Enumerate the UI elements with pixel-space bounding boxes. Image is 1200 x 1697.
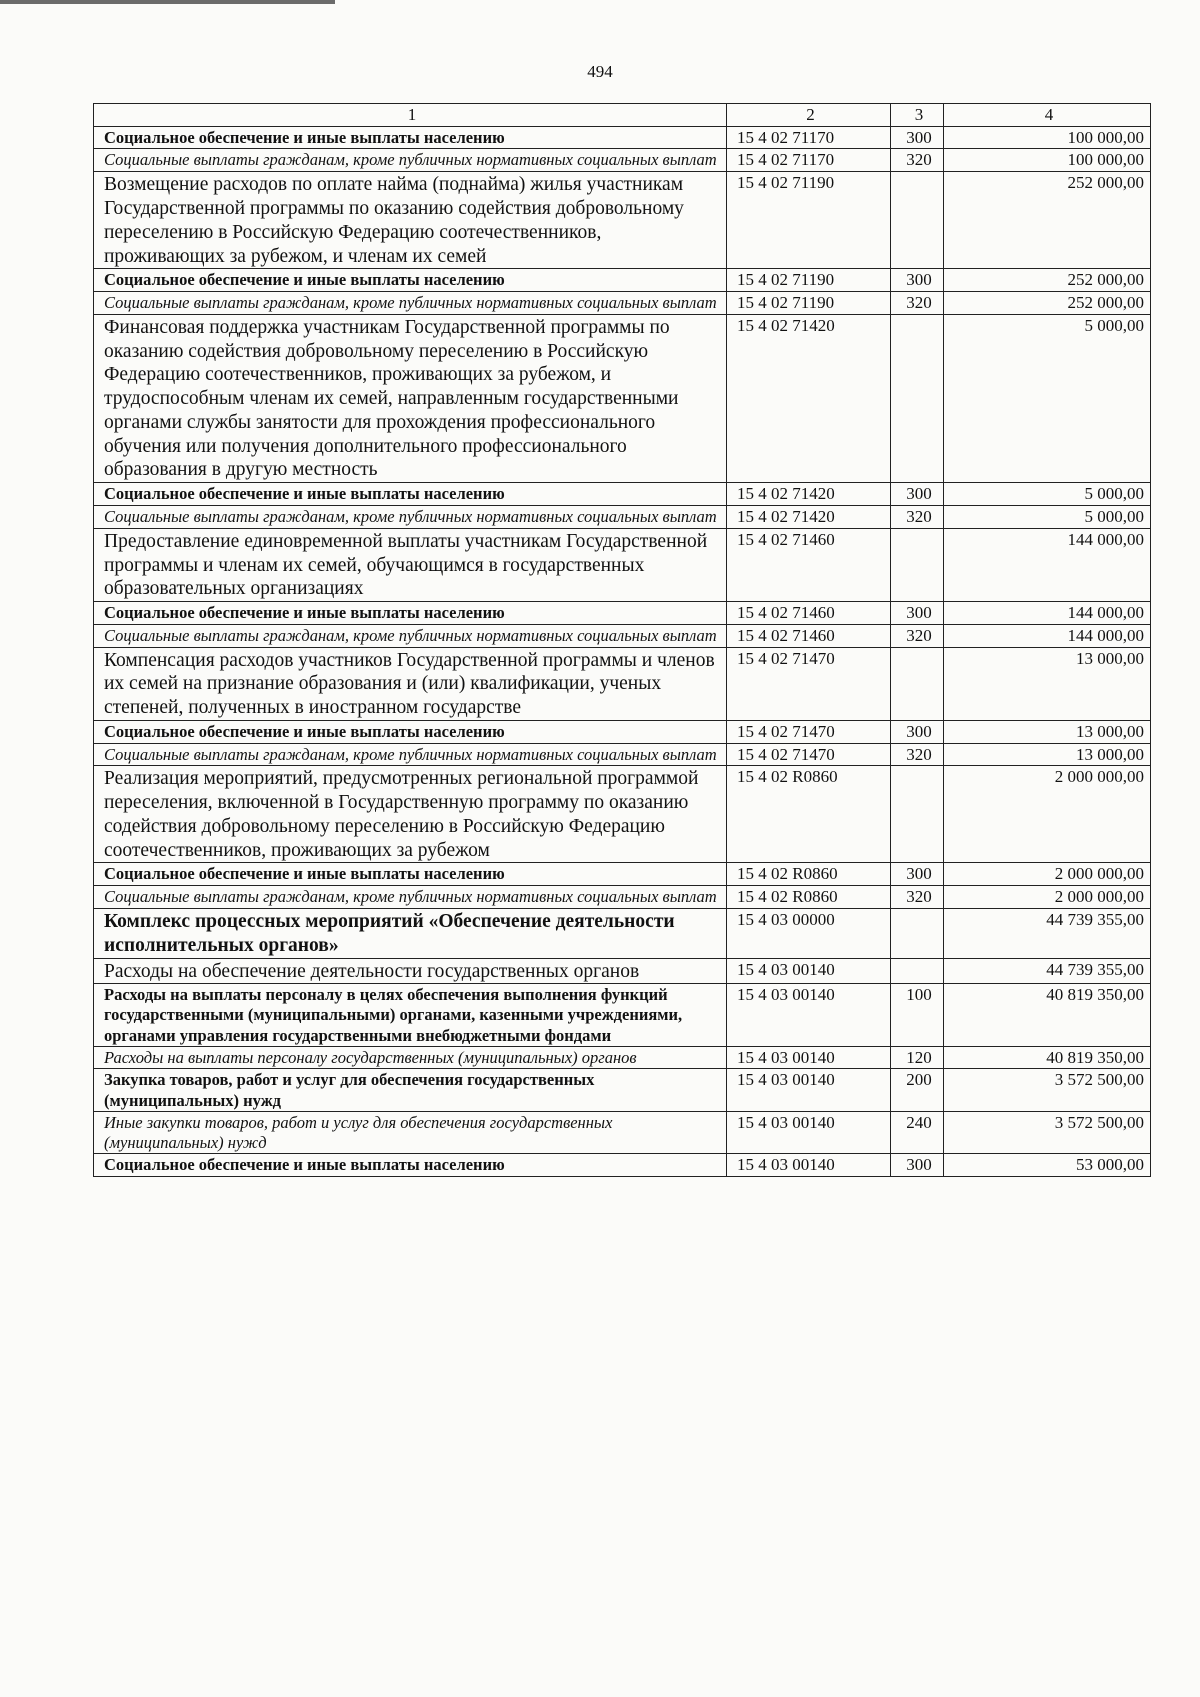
table-row (94, 1069, 1151, 1111)
page-number: 494 (587, 62, 613, 81)
row-type: 300 (891, 720, 944, 743)
row-name: Социальные выплаты гражданам, кроме публичных нормативных социальных выплат (94, 743, 727, 766)
table-row (94, 766, 1151, 863)
row-code: 15 4 03 00000 (727, 908, 891, 958)
row-name: Иные закупки товаров, работ и услуг для обеспечения государственных (муниципальных) нужд (94, 1111, 727, 1153)
table-row (94, 624, 1151, 647)
scan-top-edge (0, 0, 335, 4)
table-row (94, 908, 1151, 958)
row-type: 320 (891, 624, 944, 647)
table-row (94, 149, 1151, 172)
row-amount: 252 000,00 (944, 172, 1151, 269)
row-code: 15 4 02 R0860 (727, 766, 891, 863)
row-code: 15 4 02 71470 (727, 720, 891, 743)
row-amount: 100 000,00 (944, 126, 1151, 149)
header-col-3: 3 (891, 104, 944, 127)
row-amount: 252 000,00 (944, 292, 1151, 315)
row-code: 15 4 02 71460 (727, 602, 891, 625)
table-row (94, 269, 1151, 292)
row-name: Реализация мероприятий, предусмотренных региональной программой переселения, включенной в Государственную программу по оказанию содействия добровольному переселению в Российскую Федерацию соотечественников, проживающих за рубежом (94, 766, 727, 863)
row-amount: 5 000,00 (944, 506, 1151, 529)
row-code: 15 4 02 71460 (727, 528, 891, 601)
row-code: 15 4 02 R0860 (727, 886, 891, 909)
table-row (94, 958, 1151, 984)
row-name: Предоставление единовременной выплаты участникам Государственной программы и членам их семей, обучающимся в государственных образовательных организациях (94, 528, 727, 601)
row-name: Социальные выплаты гражданам, кроме публичных нормативных социальных выплат (94, 886, 727, 909)
row-amount: 144 000,00 (944, 602, 1151, 625)
row-type: 320 (891, 292, 944, 315)
row-name: Расходы на выплаты персоналу государственных (муниципальных) органов (94, 1046, 727, 1069)
row-amount: 13 000,00 (944, 743, 1151, 766)
row-amount: 13 000,00 (944, 720, 1151, 743)
row-amount: 5 000,00 (944, 483, 1151, 506)
table-row (94, 292, 1151, 315)
row-amount: 40 819 350,00 (944, 984, 1151, 1046)
row-name: Социальные выплаты гражданам, кроме публичных нормативных социальных выплат (94, 506, 727, 529)
row-type: 120 (891, 1046, 944, 1069)
row-code: 15 4 02 71190 (727, 172, 891, 269)
row-name: Социальное обеспечение и иные выплаты населению (94, 1153, 727, 1176)
header-col-4: 4 (944, 104, 1151, 127)
row-code: 15 4 02 71170 (727, 149, 891, 172)
row-code: 15 4 02 71190 (727, 292, 891, 315)
row-name: Социальные выплаты гражданам, кроме публичных нормативных социальных выплат (94, 624, 727, 647)
row-type: 300 (891, 602, 944, 625)
row-amount: 3 572 500,00 (944, 1069, 1151, 1111)
row-name: Социальное обеспечение и иные выплаты населению (94, 269, 727, 292)
budget-table (93, 103, 1151, 1177)
row-code: 15 4 02 71420 (727, 483, 891, 506)
row-name: Комплекс процессных мероприятий «Обеспечение деятельности исполнительных органов» (94, 908, 727, 958)
row-code: 15 4 03 00140 (727, 1069, 891, 1111)
table-row (94, 1046, 1151, 1069)
row-name: Расходы на обеспечение деятельности государственных органов (94, 958, 727, 984)
table-row (94, 528, 1151, 601)
table-header-row (94, 104, 1151, 127)
row-type: 300 (891, 483, 944, 506)
table-row (94, 743, 1151, 766)
row-type: 300 (891, 863, 944, 886)
row-amount: 44 739 355,00 (944, 908, 1151, 958)
row-name: Компенсация расходов участников Государственной программы и членов их семей на признание образования и (или) квалификации, ученых степеней, полученных в иностранном государстве (94, 647, 727, 720)
row-type: 240 (891, 1111, 944, 1153)
row-amount: 2 000 000,00 (944, 766, 1151, 863)
row-name: Закупка товаров, работ и услуг для обеспечения государственных (муниципальных) нужд (94, 1069, 727, 1111)
table-row (94, 126, 1151, 149)
row-name: Социальные выплаты гражданам, кроме публичных нормативных социальных выплат (94, 149, 727, 172)
row-type (891, 908, 944, 958)
row-name: Расходы на выплаты персоналу в целях обеспечения выполнения функций государственными (муниципальными) органами, казенными учреждениями, органами управления государственными внебюджетными фондами (94, 984, 727, 1046)
row-code: 15 4 02 71470 (727, 743, 891, 766)
row-amount: 144 000,00 (944, 624, 1151, 647)
row-name: Социальное обеспечение и иные выплаты населению (94, 863, 727, 886)
table-row (94, 863, 1151, 886)
row-code: 15 4 02 71170 (727, 126, 891, 149)
row-type: 100 (891, 984, 944, 1046)
table-row (94, 886, 1151, 909)
table-row (94, 483, 1151, 506)
row-type: 320 (891, 149, 944, 172)
table-row (94, 506, 1151, 529)
row-code: 15 4 02 71420 (727, 314, 891, 482)
row-type (891, 766, 944, 863)
row-amount: 40 819 350,00 (944, 1046, 1151, 1069)
row-name: Социальное обеспечение и иные выплаты населению (94, 483, 727, 506)
row-code: 15 4 02 71190 (727, 269, 891, 292)
row-amount: 5 000,00 (944, 314, 1151, 482)
row-type (891, 528, 944, 601)
row-code: 15 4 03 00140 (727, 958, 891, 984)
row-code: 15 4 03 00140 (727, 1046, 891, 1069)
table-row (94, 720, 1151, 743)
table-row (94, 1153, 1151, 1176)
row-code: 15 4 02 71470 (727, 647, 891, 720)
row-name: Социальные выплаты гражданам, кроме публичных нормативных социальных выплат (94, 292, 727, 315)
row-amount: 13 000,00 (944, 647, 1151, 720)
row-amount: 144 000,00 (944, 528, 1151, 601)
row-amount: 2 000 000,00 (944, 886, 1151, 909)
row-amount: 3 572 500,00 (944, 1111, 1151, 1153)
row-type (891, 314, 944, 482)
row-type: 300 (891, 1153, 944, 1176)
row-name: Социальное обеспечение и иные выплаты населению (94, 126, 727, 149)
row-name: Финансовая поддержка участникам Государственной программы по оказанию содействия добровольному переселению в Российскую Федерацию соотечественников, проживающих за рубежом, и трудоспособным членам их семей, направленным государственными органами службы занятости для прохождения профессионального обучения или получения дополнительного профессионального образования в другую местность (94, 314, 727, 482)
header-col-1: 1 (94, 104, 727, 127)
row-code: 15 4 03 00140 (727, 1111, 891, 1153)
row-code: 15 4 03 00140 (727, 1153, 891, 1176)
row-amount: 252 000,00 (944, 269, 1151, 292)
row-type: 320 (891, 506, 944, 529)
table-row (94, 314, 1151, 482)
row-type: 320 (891, 886, 944, 909)
table-row (94, 984, 1151, 1046)
row-type (891, 647, 944, 720)
table-row (94, 1111, 1151, 1153)
row-code: 15 4 02 71420 (727, 506, 891, 529)
row-amount: 2 000 000,00 (944, 863, 1151, 886)
row-type (891, 958, 944, 984)
row-code: 15 4 02 71460 (727, 624, 891, 647)
header-col-2: 2 (727, 104, 891, 127)
table-row (94, 602, 1151, 625)
row-code: 15 4 02 R0860 (727, 863, 891, 886)
row-type: 300 (891, 126, 944, 149)
row-type: 300 (891, 269, 944, 292)
row-type: 200 (891, 1069, 944, 1111)
row-code: 15 4 03 00140 (727, 984, 891, 1046)
row-type: 320 (891, 743, 944, 766)
row-name: Социальное обеспечение и иные выплаты населению (94, 602, 727, 625)
row-amount: 100 000,00 (944, 149, 1151, 172)
row-amount: 44 739 355,00 (944, 958, 1151, 984)
table-row (94, 647, 1151, 720)
row-type (891, 172, 944, 269)
table-row (94, 172, 1151, 269)
row-name: Социальное обеспечение и иные выплаты населению (94, 720, 727, 743)
row-amount: 53 000,00 (944, 1153, 1151, 1176)
row-name: Возмещение расходов по оплате найма (поднайма) жилья участникам Государственной программы по оказанию содействия добровольному переселению в Российскую Федерацию соотечественников, проживающих за рубежом, и членам их семей (94, 172, 727, 269)
